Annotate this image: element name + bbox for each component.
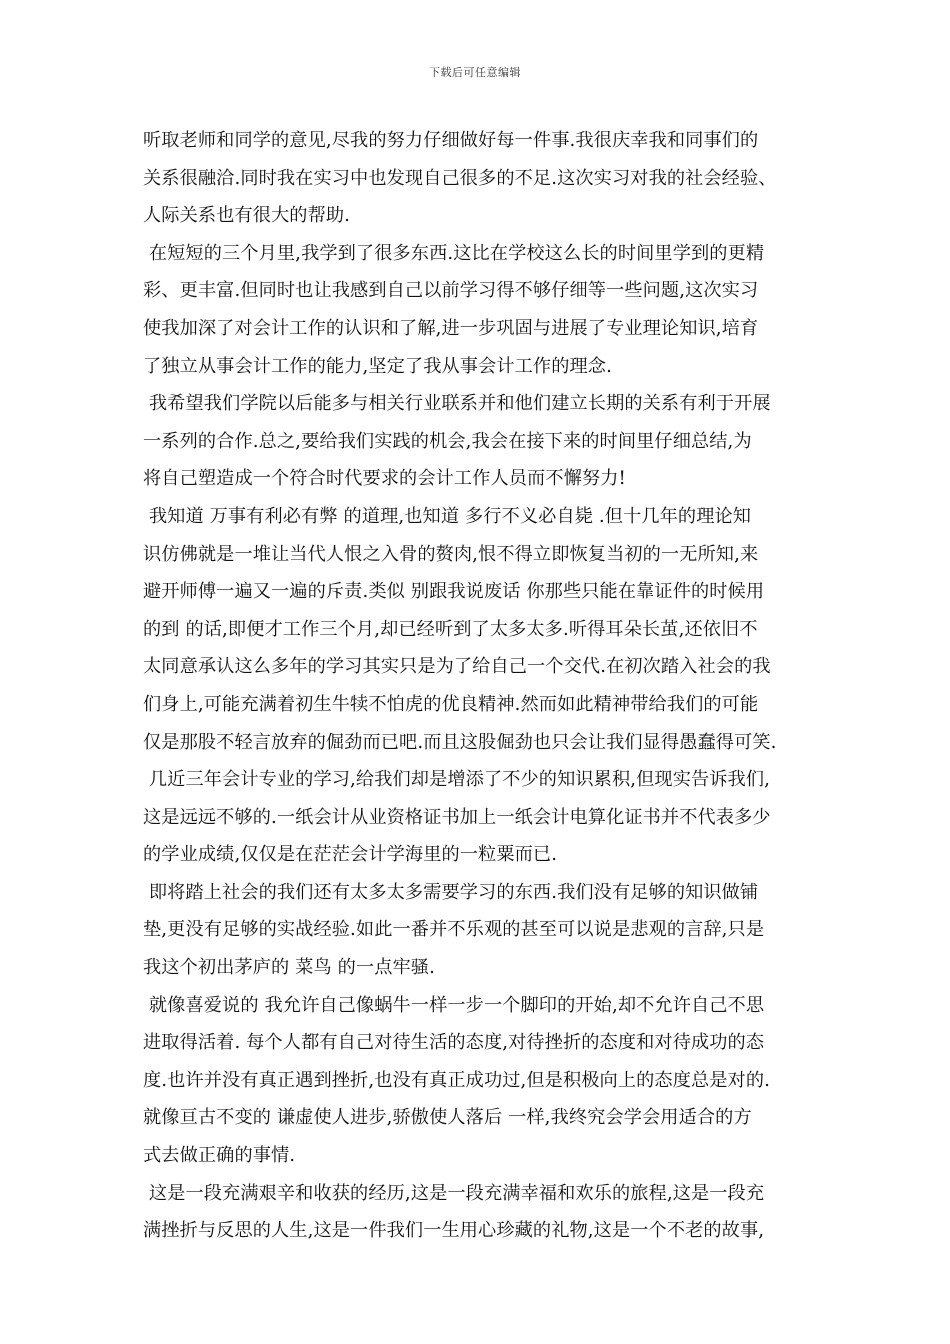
text-line: 将自己塑造成一个符合时代要求的会计工作人员而不懈努力! — [143, 468, 626, 490]
text-line: 使我加深了对会计工作的认识和了解,进一步巩固与进展了专业理论知识,培育 — [143, 317, 759, 339]
text-line: 们身上,可能充满着初生牛犊不怕虎的优良精神.然而如此精神带给我们的可能 — [143, 693, 759, 715]
text-line: 的学业成绩,仅仅是在茫茫会计学海里的一粒粟而已. — [143, 844, 558, 866]
document-body — [143, 122, 815, 1250]
text-line: 就像亘古不变的 谦虚使人进步,骄傲使人落后 一样,我终究会学会用适合的方 — [143, 1107, 752, 1129]
text-line: 在短短的三个月里,我学到了很多东西.这比在学校这么长的时间里学到的更精 — [143, 242, 765, 264]
text-line: 人际关系也有很大的帮助. — [143, 205, 351, 227]
text-line: 我这个初出茅庐的 菜鸟 的一点牢骚. — [143, 957, 435, 979]
text-line: 我希望我们学院以后能多与相关行业联系并和他们建立长期的关系有利于开展 — [143, 393, 771, 415]
text-line: 关系很融洽.同时我在实习中也发现自己很多的不足.这次实习对我的社会经验、 — [143, 167, 777, 189]
text-line: 避开师傅一遍又一遍的斥责.类似 别跟我说废话 你那些只能在靠证件的时候用 — [143, 581, 765, 603]
text-line: 这是远远不够的.一纸会计从业资格证书加上一纸会计电算化证书并不代表多少 — [143, 806, 771, 828]
text-line: 我知道 万事有利必有弊 的道理,也知道 多行不义必自毙 .但十几年的理论知 — [143, 505, 752, 527]
text-line: 几近三年会计专业的学习,给我们却是增添了不少的知识累积,但现实告诉我们, — [143, 769, 771, 791]
text-line: 这是一段充满艰辛和收获的经历,这是一段充满幸福和欢乐的旅程,这是一段充 — [143, 1182, 765, 1204]
text-line: 仅是那股不轻言放弃的倔劲而已吧.而且这股倔劲也只会让我们显得愚蠢得可笑. — [143, 731, 777, 753]
text-line: 进取得活着. 每个人都有自己对待生活的态度,对待挫折的态度和对待成功的态 — [143, 1032, 765, 1054]
text-line: 就像喜爱说的 我允许自己像蜗牛一样一步一个脚印的开始,却不允许自己不思 — [143, 994, 765, 1016]
text-line: 了独立从事会计工作的能力,坚定了我从事会计工作的理念. — [143, 355, 612, 377]
text-line: 满挫折与反思的人生,这是一件我们一生用心珍藏的礼物,这是一个不老的故事, — [143, 1220, 765, 1242]
text-line: 垫,更没有足够的实战经验.如此一番并不乐观的甚至可以说是悲观的言辞,只是 — [143, 919, 765, 941]
text-line: 一系列的合作.总之,要给我们实践的机会,我会在接下来的时间里仔细总结,为 — [143, 430, 752, 452]
page-header: 下载后可任意编辑 — [429, 66, 521, 79]
text-line: 听取老师和同学的意见,尽我的努力仔细做好每一件事.我很庆幸我和同事们的 — [143, 130, 759, 151]
text-line: 即将踏上社会的我们还有太多太多需要学习的东西.我们没有足够的知识做铺 — [143, 881, 759, 903]
text-line: 识仿佛就是一堆让当代人恨之入骨的赘肉,恨不得立即恢复当初的一无所知,来 — [143, 543, 759, 565]
text-line: 太同意承认这么多年的学习其实只是为了给自己一个交代.在初次踏入社会的我 — [143, 656, 771, 678]
text-line: 彩、更丰富.但同时也让我感到自己以前学习得不够仔细等一些问题,这次实习 — [143, 280, 759, 302]
text-line: 式去做正确的事情. — [143, 1145, 296, 1167]
text-line: 的到 的话,即便才工作三个月,却已经听到了太多太多.听得耳朵长茧,还依旧不 — [143, 618, 758, 640]
text-line: 度.也许并没有真正遇到挫折,也没有真正成功过,但是积极向上的态度总是对的. — [143, 1069, 771, 1091]
